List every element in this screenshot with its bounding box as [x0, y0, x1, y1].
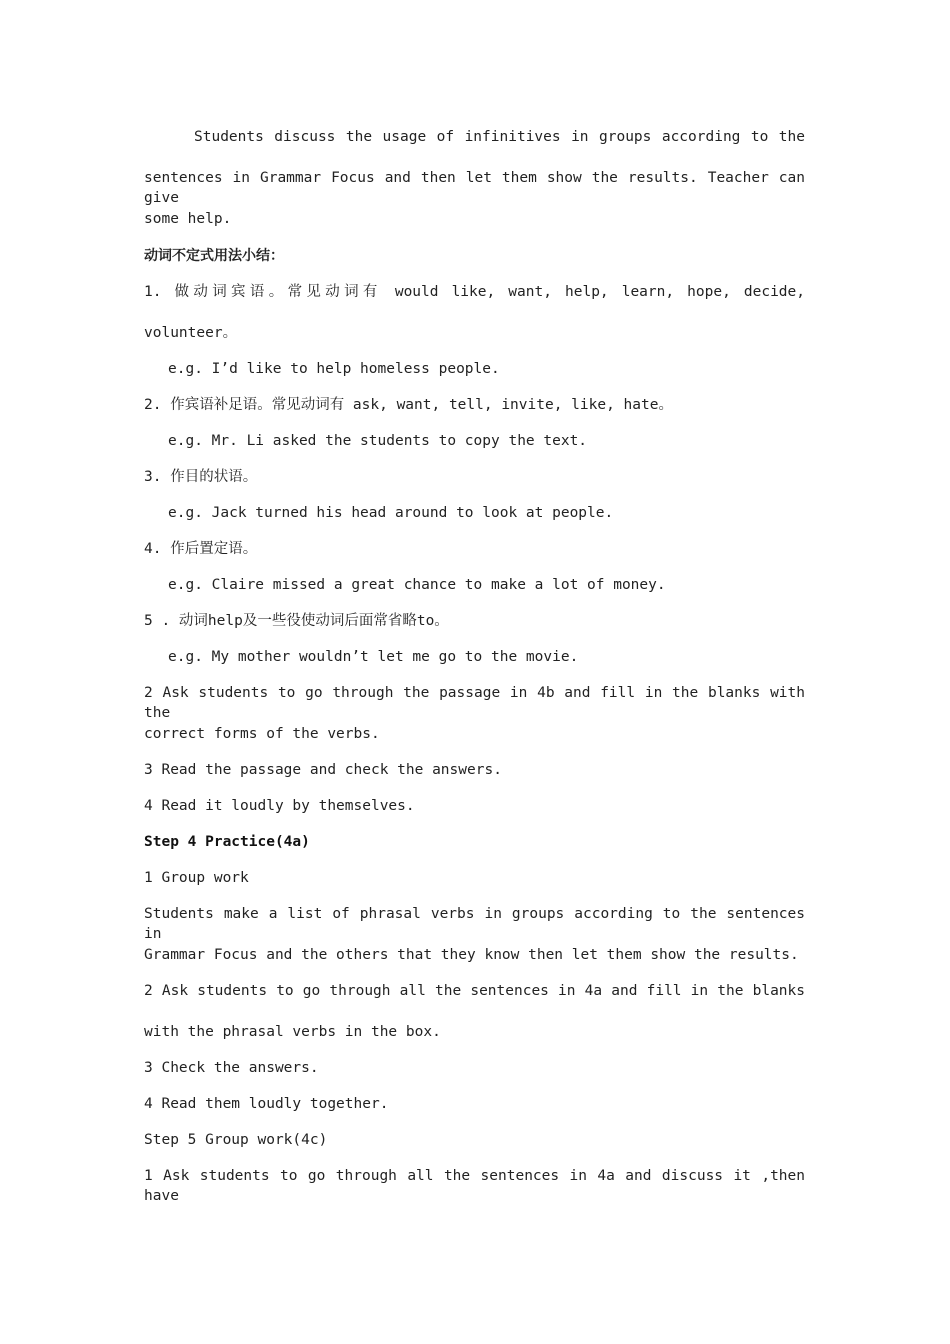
list-item: 2. 作宾语补足语。常见动词有 ask, want, tell, invite, like, hate。: [144, 397, 673, 413]
paragraph-line: 1 Group work: [144, 870, 249, 886]
paragraph-line: 3 Read the passage and check the answers.: [144, 762, 502, 778]
example-sentence: e.g. Mr. Li asked the students to copy the text.: [168, 433, 588, 449]
paragraph-line: Students make a list of phrasal verbs in groups according to the sentences in: [144, 906, 805, 942]
list-item-continuation: volunteer。: [144, 325, 238, 341]
list-item: 3. 作目的状语。: [144, 469, 258, 485]
step-heading: Step 4 Practice(4a): [144, 834, 310, 850]
paragraph-line: 4 Read them loudly together.: [144, 1096, 389, 1112]
paragraph-line: 3 Check the answers.: [144, 1060, 319, 1076]
paragraph-line: correct forms of the verbs.: [144, 726, 380, 742]
paragraph-line: sentences in Grammar Focus and then let them show the results. Teacher can give: [144, 170, 805, 206]
paragraph-line: Students discuss the usage of infinitives in groups according to the: [194, 129, 805, 145]
example-sentence: e.g. I’d like to help homeless people.: [168, 361, 500, 377]
list-item: 4. 作后置定语。: [144, 541, 258, 557]
paragraph-line: 2 Ask students to go through the passage in 4b and fill in the blanks with the: [144, 685, 805, 721]
example-sentence: e.g. Jack turned his head around to look at people.: [168, 505, 614, 521]
list-item: 5 . 动词help及一些役使动词后面常省略to。: [144, 613, 449, 629]
paragraph-line: 4 Read it loudly by themselves.: [144, 798, 415, 814]
example-sentence: e.g. Claire missed a great chance to make a lot of money.: [168, 577, 666, 593]
example-sentence: e.g. My mother wouldn’t let me go to the movie.: [168, 649, 579, 665]
list-item: 1. 做动词宾语。常见动词有 would like, want, help, learn, hope, decide,: [144, 284, 805, 300]
paragraph-line: 1 Ask students to go through all the sentences in 4a and discuss it ,then have: [144, 1168, 805, 1204]
section-heading: 动词不定式用法小结：: [144, 248, 284, 264]
step-heading: Step 5 Group work(4c): [144, 1132, 328, 1148]
paragraph-line: 2 Ask students to go through all the sentences in 4a and fill in the blanks: [144, 983, 805, 999]
paragraph-line: some help.: [144, 211, 232, 227]
paragraph-line: Grammar Focus and the others that they know then let them show the results.: [144, 947, 799, 963]
paragraph-line: with the phrasal verbs in the box.: [144, 1024, 441, 1040]
